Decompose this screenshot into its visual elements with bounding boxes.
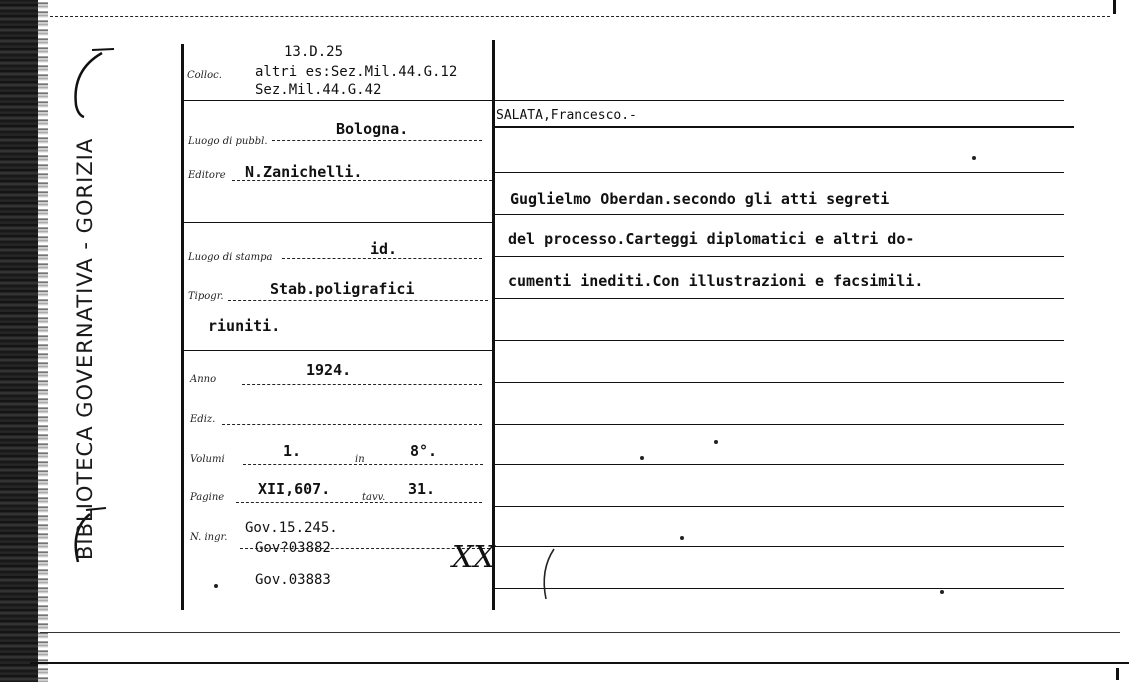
top-rule [50, 16, 1110, 17]
pagine-line [236, 502, 482, 503]
in-label: in [355, 454, 365, 465]
rule-editore [183, 222, 493, 223]
scan-edge-perforation [38, 0, 48, 682]
entry-rule-2 [494, 126, 1074, 128]
speck [714, 440, 718, 444]
ingr-value-1: Gov.15.245. [245, 520, 338, 536]
editore-value: N.Zanichelli. [245, 163, 363, 181]
entry-rule-12 [494, 546, 1064, 547]
entry-rule-4 [494, 214, 1064, 215]
speck [940, 590, 944, 594]
rule-tipogr [183, 350, 493, 351]
edge-mark-top [1113, 0, 1116, 14]
speck [972, 156, 976, 160]
form-left-border [181, 44, 184, 610]
entry-rule-5 [494, 256, 1064, 257]
volumi-label: Volumi [190, 454, 225, 465]
tipogr-label: Tipogr. [188, 291, 224, 302]
tipogr-value-2: riuniti. [208, 317, 281, 335]
bottom-rule-1 [40, 632, 1120, 633]
luogo-stampa-line [282, 258, 482, 259]
volumi-value: 1. [283, 442, 302, 460]
colloc-label: Colloc. [187, 70, 222, 81]
anno-line [242, 384, 482, 385]
entry-rule-6 [494, 298, 1064, 299]
editore-line [232, 180, 492, 181]
handwritten-mark: XX [452, 540, 495, 575]
luogo-pubbl-value: Bologna. [336, 120, 409, 138]
entry-line-2: del processo.Carteggi diplomatici e altri do- [508, 230, 915, 248]
formato-value: 8°. [410, 442, 438, 460]
colloc-value-2: altri es:Sez.Mil.44.G.12 [255, 64, 458, 80]
ediz-line [222, 424, 482, 425]
entry-rule-13 [494, 588, 1064, 589]
speck [214, 584, 218, 588]
entry-rule-1 [494, 100, 1064, 101]
ingr-value-3: Gov.03883 [255, 572, 331, 588]
luogo-pubbl-label: Luogo di pubbl. [188, 136, 268, 147]
library-stamp: BIBLIOTECA GOVERNATIVA - GORIZIA [73, 137, 97, 560]
speck [680, 536, 684, 540]
tavv-label: tavv. [362, 492, 386, 503]
ediz-label: Ediz. [190, 414, 216, 425]
edge-mark-bottom [1116, 668, 1119, 680]
volumi-line [243, 464, 483, 465]
bottom-rule-2 [30, 662, 1129, 664]
entry-rule-7 [494, 340, 1064, 341]
rule-colloc [183, 100, 493, 101]
entry-rule-9 [494, 424, 1064, 425]
pencil-paren [536, 545, 566, 605]
entry-line-3: cumenti inediti.Con illustrazioni e facsimili. [508, 272, 924, 290]
entry-rule-3 [494, 172, 1064, 173]
editore-label: Editore [188, 170, 226, 181]
luogo-stampa-label: Luogo di stampa [188, 252, 273, 263]
tipogr-value-1: Stab.poligrafici [270, 280, 415, 298]
ingr-label: N. ingr. [190, 532, 228, 543]
entry-rule-10 [494, 464, 1064, 465]
entry-author: SALATA,Francesco.- [496, 108, 637, 123]
colloc-value-1: 13.D.25 [284, 44, 344, 60]
entry-line-1: Guglielmo Oberdan.secondo gli atti segreti [510, 190, 890, 208]
pagine-value: XII,607. [258, 480, 331, 498]
anno-label: Anno [190, 374, 217, 385]
luogo-pubbl-line [272, 140, 482, 141]
tipogr-line [228, 300, 488, 301]
entry-rule-8 [494, 382, 1064, 383]
luogo-stampa-value: id. [370, 240, 398, 258]
colloc-value-3: Sez.Mil.44.G.42 [255, 82, 382, 98]
anno-value: 1924. [306, 361, 352, 379]
pagine-label: Pagine [190, 492, 225, 503]
tavv-value: 31. [408, 480, 436, 498]
speck [640, 456, 644, 460]
entry-rule-11 [494, 506, 1064, 507]
ingr-value-2: Gov?03882 [255, 540, 331, 556]
